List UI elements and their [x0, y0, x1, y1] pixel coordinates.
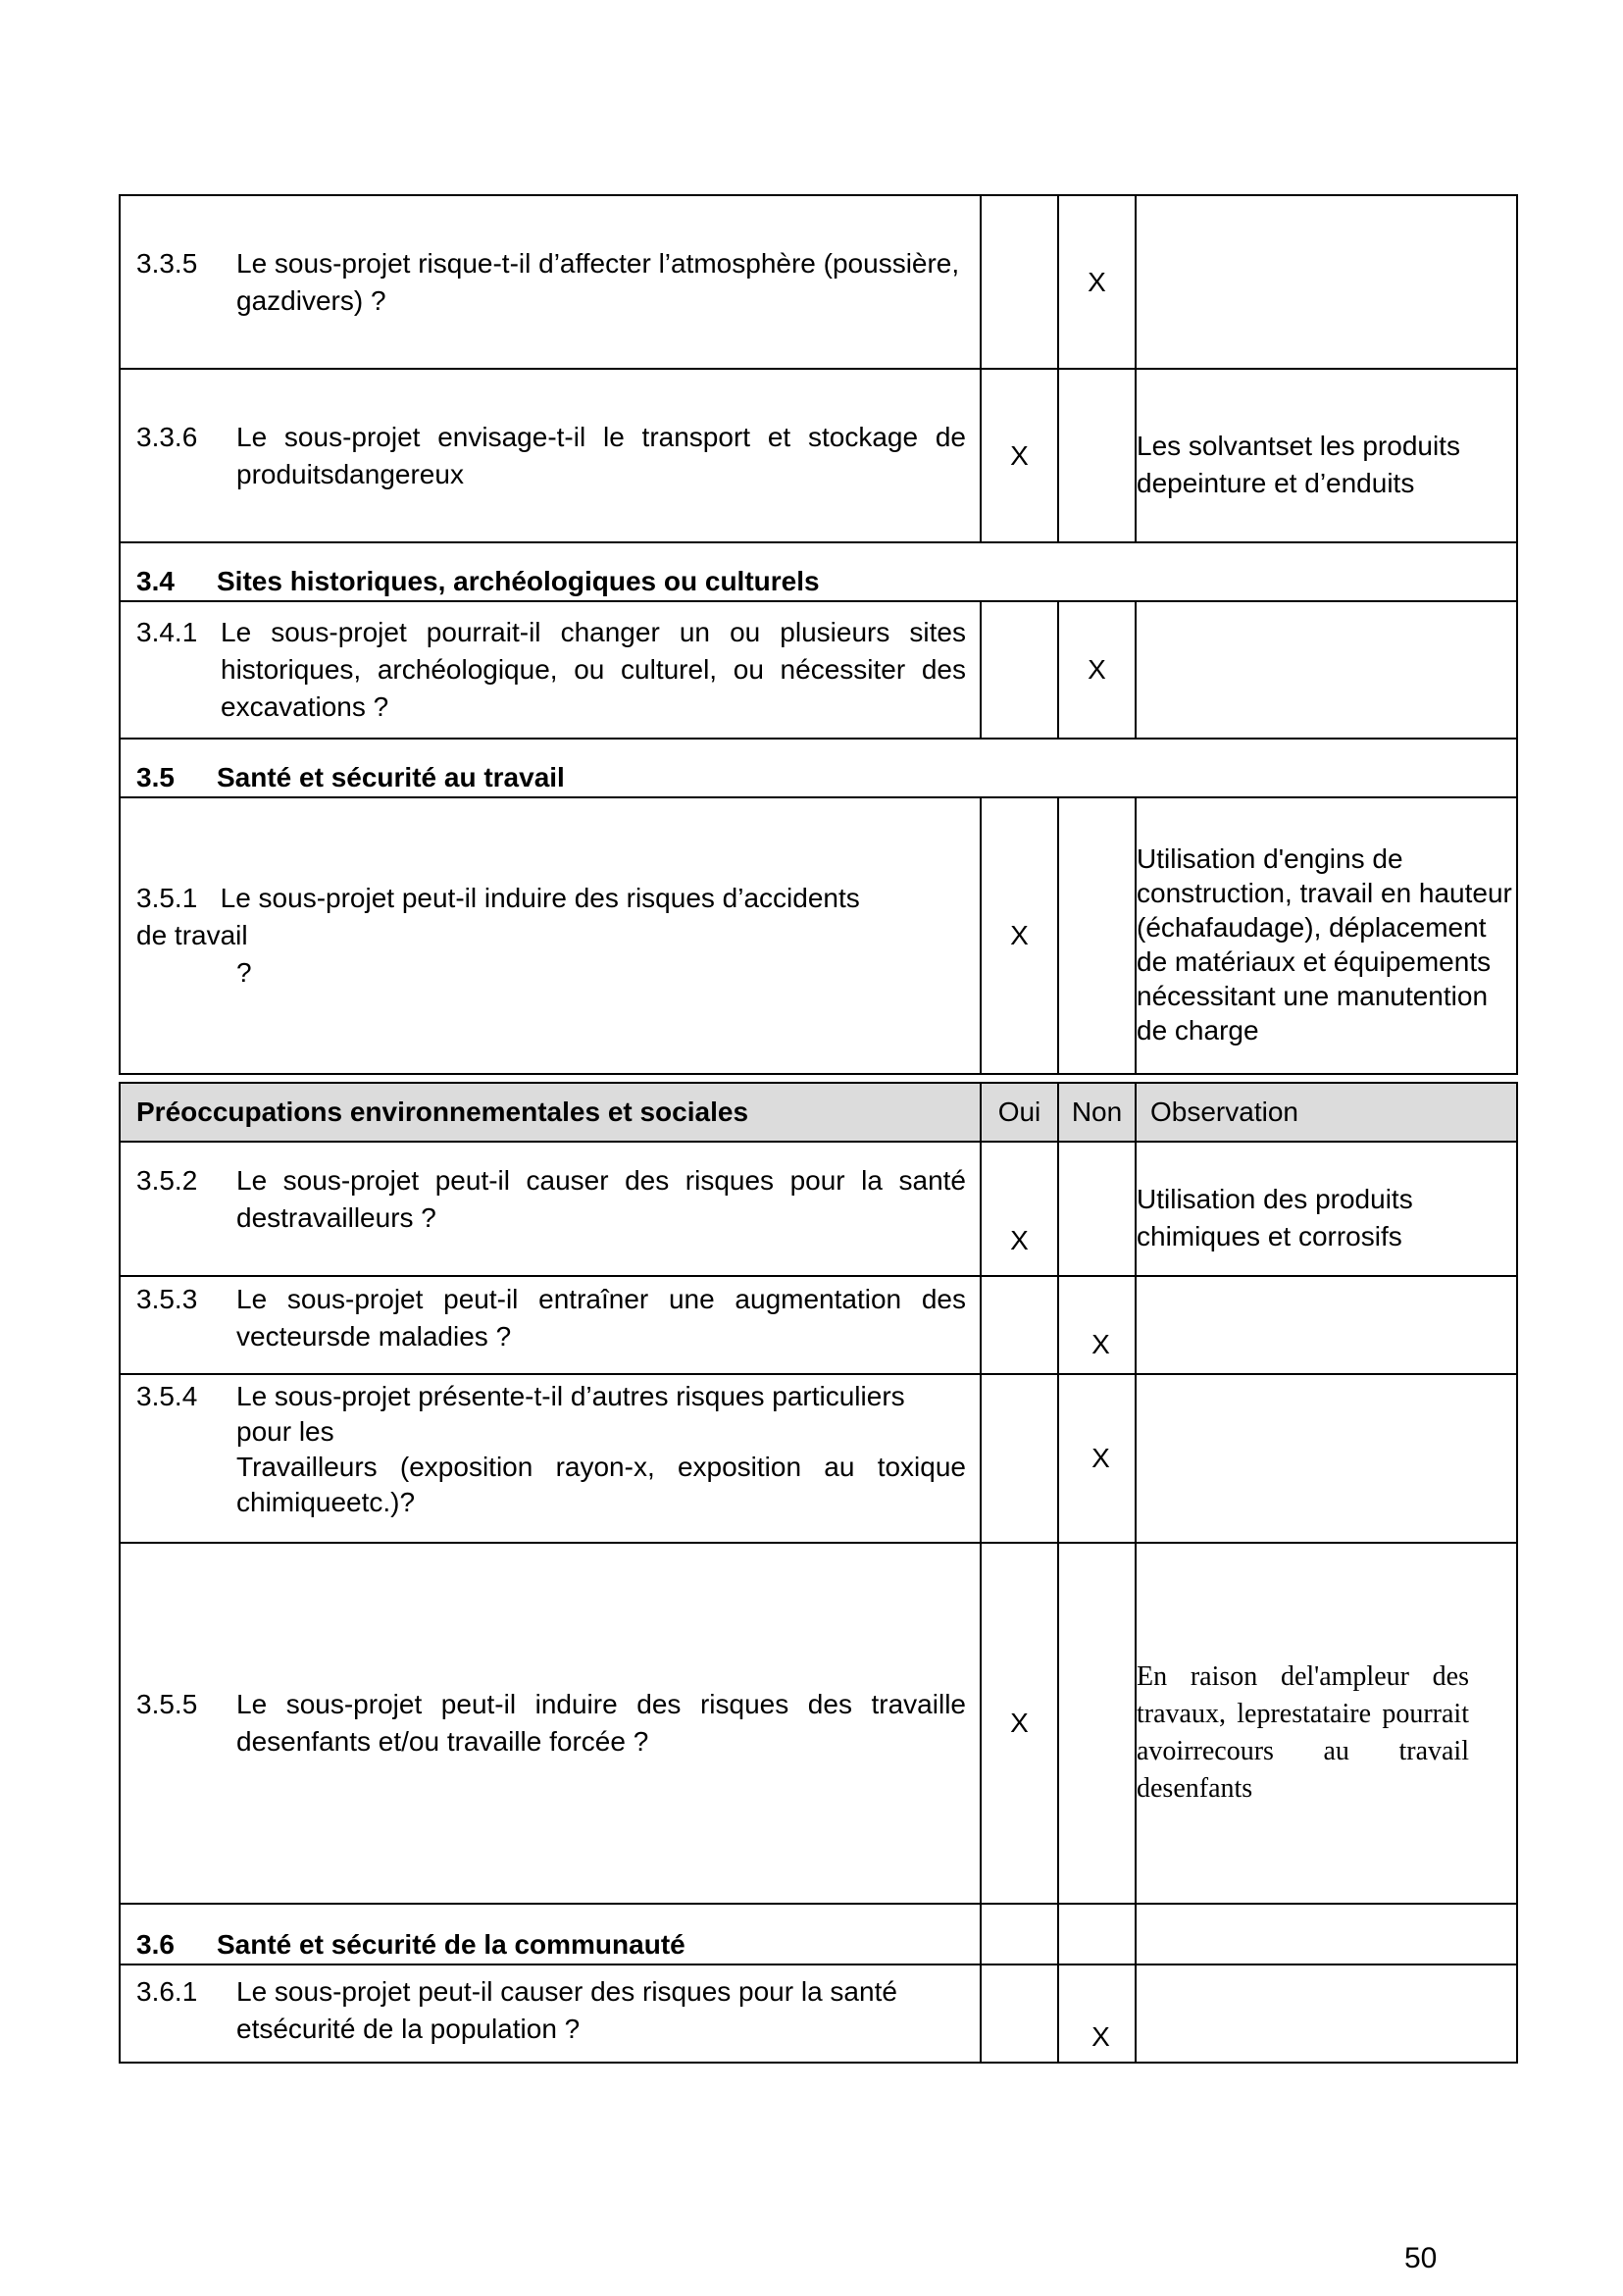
observation-cell [1136, 1904, 1517, 1964]
question-text-line: ? [236, 957, 252, 988]
question-cell [120, 1276, 981, 1374]
non-cell [1058, 797, 1136, 1074]
observation-cell: En raison del'ampleur des travaux, leprestataire pourrait avoirrecours au travail desenfants [1136, 1543, 1517, 1904]
observation-cell [1136, 1276, 1517, 1374]
question-number: 3.5.1 [136, 883, 198, 913]
section-title: Sites historiques, archéologiques ou culturels [217, 566, 820, 596]
header-non: Non [1058, 1083, 1136, 1142]
question-text: Le sous-projet pourrait-il changer un ou plusieurs sites historiques, archéologique, ou culturel, ou nécessiter des excavations ? [221, 617, 966, 722]
observation-cell: Utilisation d'engins de construction, travail en hauteur (échafaudage), déplacement de matériaux et équipements nécessitant une manutention de charge [1136, 797, 1517, 1074]
oui-cell [981, 1374, 1058, 1543]
question-cell [120, 797, 981, 1074]
table-row [120, 1964, 1517, 2063]
question-cell [120, 369, 981, 542]
section-row [120, 1904, 1517, 1964]
non-cell: X [1058, 1374, 1136, 1543]
oui-cell [981, 1964, 1058, 2063]
oui-cell [981, 195, 1058, 369]
observation-cell [1136, 195, 1517, 369]
oui-cell [981, 601, 1058, 739]
question-text: Le sous-projet peut-il entraîner une augmentation des vecteursde maladies ? [236, 1284, 966, 1352]
table-row [120, 601, 1517, 739]
screening-table-upper [119, 194, 1518, 1075]
observation-cell: Les solvantset les produits depeinture et d’enduits [1136, 369, 1517, 542]
section-number: 3.4 [136, 566, 175, 596]
non-cell [1058, 1142, 1136, 1276]
question-text: Le sous-projet présente-t-il d’autres risques particuliers pour les [236, 1381, 905, 1447]
section-title: Santé et sécurité au travail [217, 762, 565, 792]
section-number: 3.5 [136, 762, 175, 792]
question-number: 3.5.2 [136, 1165, 198, 1196]
observation-cell [1136, 1964, 1517, 2063]
screening-table-lower [119, 1082, 1518, 2064]
question-number: 3.6.1 [136, 1976, 198, 2007]
question-text: Le sous-projet peut-il causer des risques pour la santé etsécurité de la population ? [236, 1976, 897, 2044]
oui-cell: X [981, 369, 1058, 542]
non-cell [1058, 1904, 1136, 1964]
non-cell: X [1058, 601, 1136, 739]
question-number: 3.4.1 [136, 617, 198, 647]
question-number: 3.3.5 [136, 247, 198, 279]
oui-cell [981, 1904, 1058, 1964]
section-row [120, 739, 1517, 797]
observation-cell: Utilisation des produits chimiques et corrosifs [1136, 1142, 1517, 1276]
question-text: Le sous-projet peut-il induire des risques d’accidents [220, 883, 860, 913]
question-cell [120, 195, 981, 369]
observation-cell [1136, 601, 1517, 739]
table-row [120, 1543, 1517, 1904]
section-row [120, 542, 1517, 601]
question-number: 3.5.4 [136, 1381, 198, 1411]
non-cell: X [1058, 1964, 1136, 2063]
header-oui: Oui [981, 1083, 1058, 1142]
question-cell [120, 1964, 981, 2063]
non-cell: X [1058, 1276, 1136, 1374]
question-text: Le sous-projet envisage-t-il le transport et stockage de produitsdangereux [236, 421, 966, 489]
header-title: Préoccupations environnementales et sociales [120, 1083, 981, 1142]
question-cell [120, 1142, 981, 1276]
question-text: Le sous-projet risque-t-il d’affecter l’atmosphère (poussière, gazdivers) ? [236, 247, 960, 316]
question-cell [120, 1374, 981, 1543]
question-text: Le sous-projet peut-il causer des risques pour la santé destravailleurs ? [236, 1165, 966, 1233]
question-cell [120, 601, 981, 739]
section-title: Santé et sécurité de la communauté [217, 1929, 685, 1960]
section-heading [120, 542, 1517, 601]
oui-cell: X [981, 1142, 1058, 1276]
non-cell: X [1058, 195, 1136, 369]
table-row [120, 369, 1517, 542]
section-heading [120, 1904, 981, 1964]
table-row [120, 195, 1517, 369]
question-text-line: de travail [136, 920, 248, 950]
section-heading [120, 739, 1517, 797]
oui-cell: X [981, 797, 1058, 1074]
header-observation: Observation [1136, 1083, 1517, 1142]
table-row [120, 797, 1517, 1074]
oui-cell: X [981, 1543, 1058, 1904]
question-number: 3.5.5 [136, 1689, 198, 1719]
question-text: Travailleurs (exposition rayon-x, exposition au toxique chimiqueetc.)? [236, 1452, 966, 1517]
header-row [120, 1083, 1517, 1142]
question-cell [120, 1543, 981, 1904]
question-text: Le sous-projet peut-il induire des risques des travaille desenfants et/ou travaille forcée ? [236, 1689, 966, 1757]
oui-cell [981, 1276, 1058, 1374]
observation-cell [1136, 1374, 1517, 1543]
question-number: 3.5.3 [136, 1284, 198, 1314]
question-number: 3.3.6 [136, 421, 198, 452]
table-row [120, 1374, 1517, 1543]
non-cell [1058, 1543, 1136, 1904]
section-number: 3.6 [136, 1929, 175, 1960]
table-row [120, 1276, 1517, 1374]
page-number: 50 [1404, 2242, 1438, 2274]
table-row [120, 1142, 1517, 1276]
non-cell [1058, 369, 1136, 542]
